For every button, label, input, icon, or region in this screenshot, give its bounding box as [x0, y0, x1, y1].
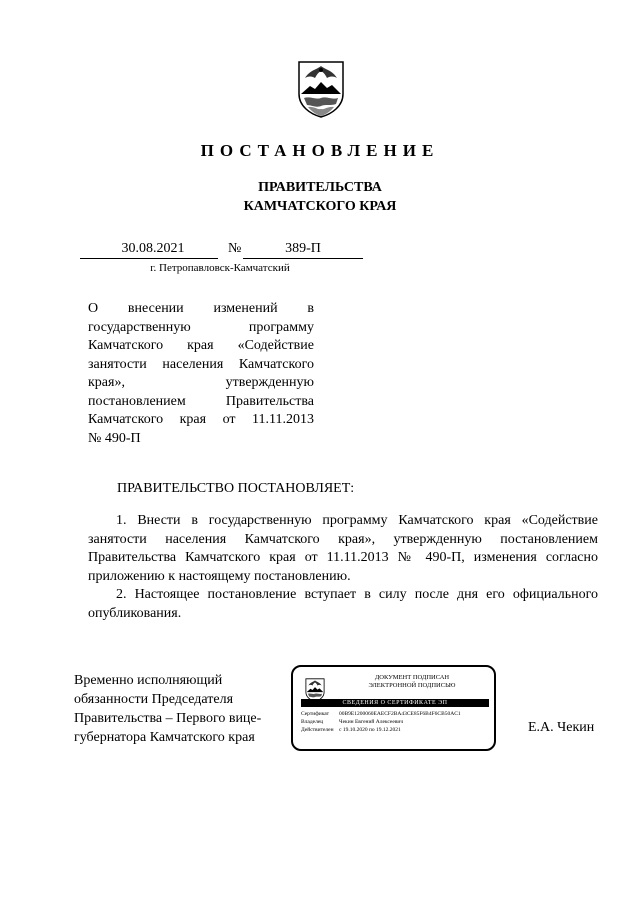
stamp-row	[301, 718, 491, 726]
signer-line: обязанности Председателя	[74, 692, 234, 707]
stamp-row-key: Действителен	[301, 727, 334, 733]
paragraph-line: Правительства Камчатского края от 11.11.2013 № 490-П, изменения согласно	[88, 550, 598, 565]
stamp-heading	[333, 674, 491, 689]
subject-line: государственную программу	[88, 319, 314, 335]
document-type: ПОСТАНОВЛЕНИЕ	[200, 141, 440, 160]
decree-heading: ПРАВИТЕЛЬСТВО ПОСТАНОВЛЯЕТ:	[117, 481, 355, 496]
subject-line: О внесении изменений в	[88, 301, 314, 316]
paragraph-line: опубликования.	[88, 605, 182, 621]
paragraph-line: занятости населения Камчатского края», утвержденную постановлением	[88, 531, 598, 547]
signer-line: Правительства – Первого вице-	[74, 711, 262, 726]
issue-city: г. Петропавловск-Камчатский	[150, 262, 290, 274]
document-number: 389-П	[243, 241, 363, 259]
stamp-row-key: Владелец	[301, 719, 324, 725]
document-subject	[88, 300, 314, 448]
paragraph-1	[88, 512, 598, 586]
stamp-row-key: Сертификат	[301, 711, 329, 717]
authority-line-1: ПРАВИТЕЛЬСТВА	[258, 180, 382, 195]
signer-position	[74, 671, 294, 747]
stamp-heading-line: ДОКУМЕНТ ПОДПИСАН	[374, 674, 450, 681]
stamp-row	[301, 726, 491, 734]
subject-line: Камчатского края от 11.11.2013	[88, 412, 314, 427]
document-date: 30.08.2021	[80, 241, 218, 259]
document-body	[88, 512, 598, 623]
stamp-certificate-bar: СВЕДЕНИЯ О СЕРТИФИКАТЕ ЭП	[301, 699, 489, 707]
authority-line-2: КАМЧАТСКОГО КРАЯ	[243, 199, 397, 214]
stamp-row-value: с 19.10.2020 по 19.12.2021	[339, 727, 401, 733]
coat-of-arms-icon	[296, 60, 346, 118]
stamp-row-value: Чекин Евгений Алексеевич	[339, 719, 404, 725]
issuing-authority	[0, 178, 640, 216]
paragraph-line: 2. Настоящее постановление вступает в силу после дня его официального	[116, 587, 598, 602]
number-sign: №	[228, 241, 242, 256]
paragraph-line: 1. Внести в государственную программу Камчатского края «Содействие	[116, 513, 598, 528]
signer-line: Временно исполняющий	[74, 673, 223, 688]
signer-name: Е.А. Чекин	[528, 720, 595, 735]
signer-line: губернатора Камчатского края	[74, 730, 255, 745]
stamp-row-value: 00B9E1200060EAECF2BA43CE85F6B4F6CB50AC1	[339, 711, 461, 717]
paragraph-line: приложению к настоящему постановлению.	[88, 568, 351, 584]
stamp-row	[301, 710, 491, 718]
subject-line: занятости населения Камчатского	[88, 356, 314, 372]
stamp-heading-line: ЭЛЕКТРОННОЙ ПОДПИСЬЮ	[368, 681, 456, 689]
subject-line: постановлением Правительства	[88, 393, 314, 409]
subject-line: № 490-П	[88, 430, 141, 446]
stamp-certificate-details	[301, 710, 491, 734]
electronic-signature-stamp	[291, 665, 496, 751]
subject-line: края», утвержденную	[88, 375, 314, 390]
paragraph-2	[88, 586, 598, 623]
subject-line: Камчатского края «Содействие	[88, 338, 314, 353]
